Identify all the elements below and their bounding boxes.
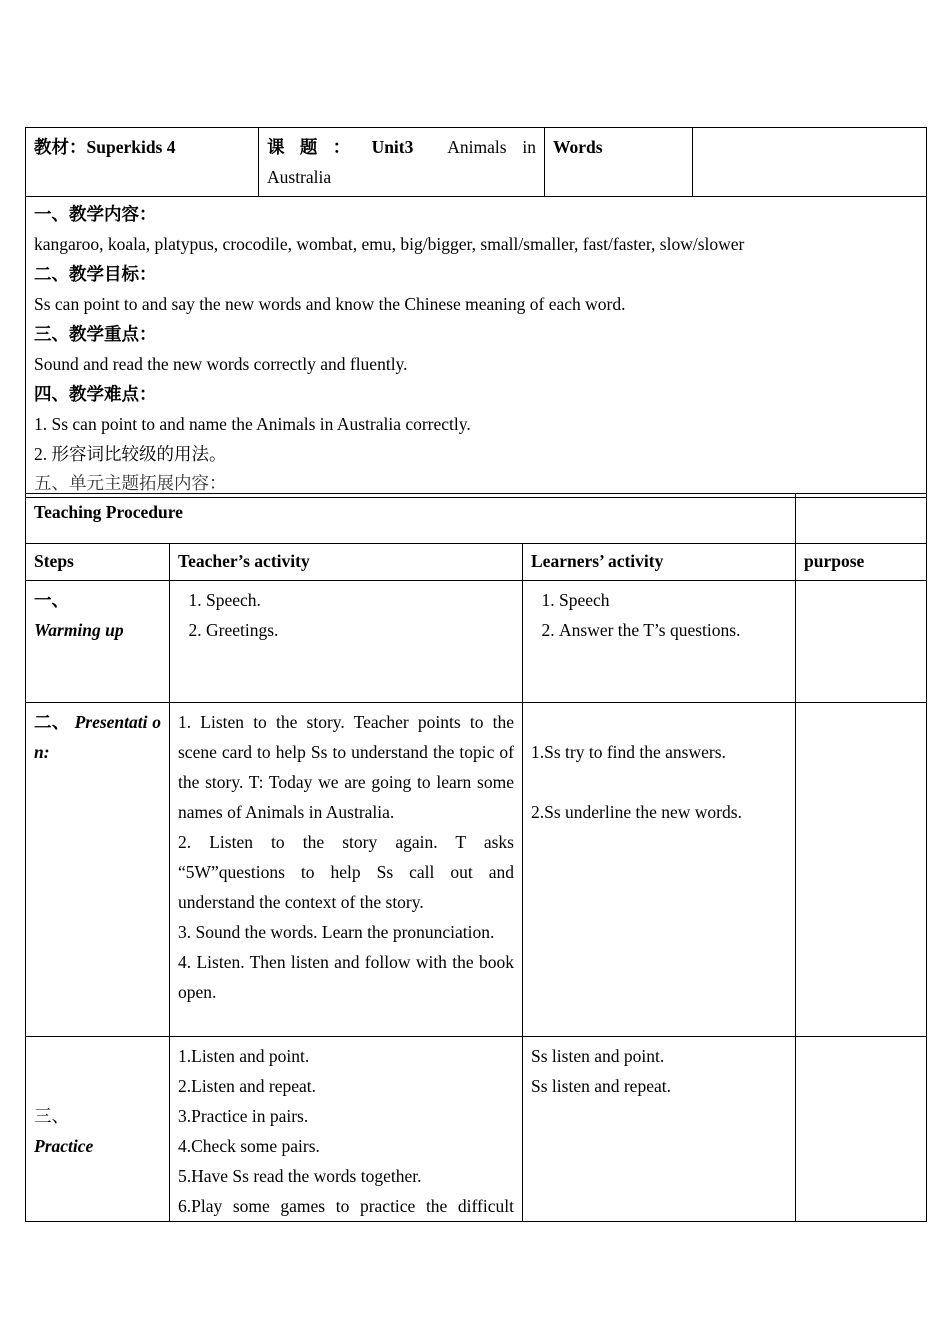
list-item: 5.Have Ss read the words together. (178, 1166, 422, 1186)
blank-cell (693, 128, 927, 197)
col-teacher: Teacher’s activity (170, 544, 523, 581)
col-learner: Learners’ activity (523, 544, 796, 581)
header-table (25, 127, 927, 498)
warmup-teacher (170, 581, 523, 703)
objective-text: Ss can point to and say the new words and know the Chinese meaning of each word. (34, 294, 626, 314)
list-item: 3. Sound the words. Learn the pronunciation. (178, 922, 495, 942)
topic-unit: Unit3 (371, 137, 414, 157)
sections-cell (26, 197, 927, 498)
list-item: 1.Listen and point. (178, 1046, 310, 1066)
practice-step-name: Practice (34, 1136, 94, 1156)
warmup-step-name: Warming up (34, 620, 124, 640)
content-text: kangaroo, koala, platypus, crocodile, wombat, emu, big/bigger, small/smaller, fast/faster, slow/slower (34, 234, 745, 254)
warmup-step-num: 一、 (34, 590, 69, 610)
objective-heading: 二、教学目标： (34, 264, 157, 284)
list-item: 2. Greetings. (206, 615, 514, 645)
list-item: 2. Answer the T’s questions. (559, 615, 787, 645)
list-item: 1. Speech (559, 585, 787, 615)
procedure-table (25, 493, 927, 1222)
textbook-value: Superkids 4 (86, 137, 176, 157)
list-item: 4.Check some pairs. (178, 1136, 320, 1156)
lesson-type: Words (553, 137, 603, 157)
extension-heading: 五、单元主题拓展内容： (34, 473, 227, 493)
warmup-learner (523, 581, 796, 703)
key-heading: 三、教学重点： (34, 324, 157, 344)
presentation-step (26, 703, 170, 1037)
content-heading: 一、教学内容： (34, 204, 157, 224)
practice-teacher (170, 1037, 523, 1222)
list-item: 1. Speech. (206, 585, 514, 615)
procedure-title-cell (26, 494, 796, 544)
practice-step (26, 1037, 170, 1222)
list-item: 2.Listen and repeat. (178, 1076, 317, 1096)
warmup-step (26, 581, 170, 703)
topic-cell (259, 128, 545, 197)
presentation-step-num: 二、 (34, 712, 70, 732)
practice-step-num: 三、 (34, 1106, 69, 1126)
topic-label: 课 题 ： (267, 137, 356, 157)
presentation-purpose (796, 703, 927, 1037)
topic-title: Animals in Australia (267, 137, 537, 187)
textbook-cell (26, 128, 259, 197)
procedure-title-blank (796, 494, 927, 544)
col-steps: Steps (26, 544, 170, 581)
list-item: 1. Listen to the story. Teacher points to the scene card to help Ss to understand the topic of the story. T: Today we are going to learn some names of Animals in Australia. (178, 712, 514, 822)
list-item: Ss listen and point. (531, 1046, 665, 1066)
list-item: 1.Ss try to find the answers. (531, 742, 726, 762)
col-purpose: purpose (796, 544, 927, 581)
list-item: 6.Play some games to practice the difficult (178, 1196, 514, 1216)
textbook-label: 教材： (34, 137, 87, 157)
difficult-item-2: 2. 形容词比较级的用法。 (34, 444, 227, 464)
difficult-item-1: 1. Ss can point to and name the Animals in Australia correctly. (34, 414, 471, 434)
difficult-heading: 四、教学难点： (34, 384, 157, 404)
presentation-teacher (170, 703, 523, 1037)
presentation-learner (523, 703, 796, 1037)
lesson-type-cell (545, 128, 693, 197)
presentation-step-name: Presentati on: (34, 712, 162, 762)
list-item: Ss listen and repeat. (531, 1076, 671, 1096)
practice-purpose (796, 1037, 927, 1222)
list-item: 3.Practice in pairs. (178, 1106, 309, 1126)
list-item: 2.Ss underline the new words. (531, 802, 742, 822)
list-item: 4. Listen. Then listen and follow with the book open. (178, 952, 514, 1002)
practice-learner (523, 1037, 796, 1222)
row-presentation (26, 703, 927, 1037)
key-text: Sound and read the new words correctly and fluently. (34, 354, 408, 374)
row-practice (26, 1037, 927, 1222)
list-item: 2. Listen to the story again. T asks “5W”questions to help Ss call out and understand the context of the story. (178, 832, 514, 912)
row-warmup (26, 581, 927, 703)
procedure-title: Teaching Procedure (34, 502, 183, 522)
warmup-purpose (796, 581, 927, 703)
